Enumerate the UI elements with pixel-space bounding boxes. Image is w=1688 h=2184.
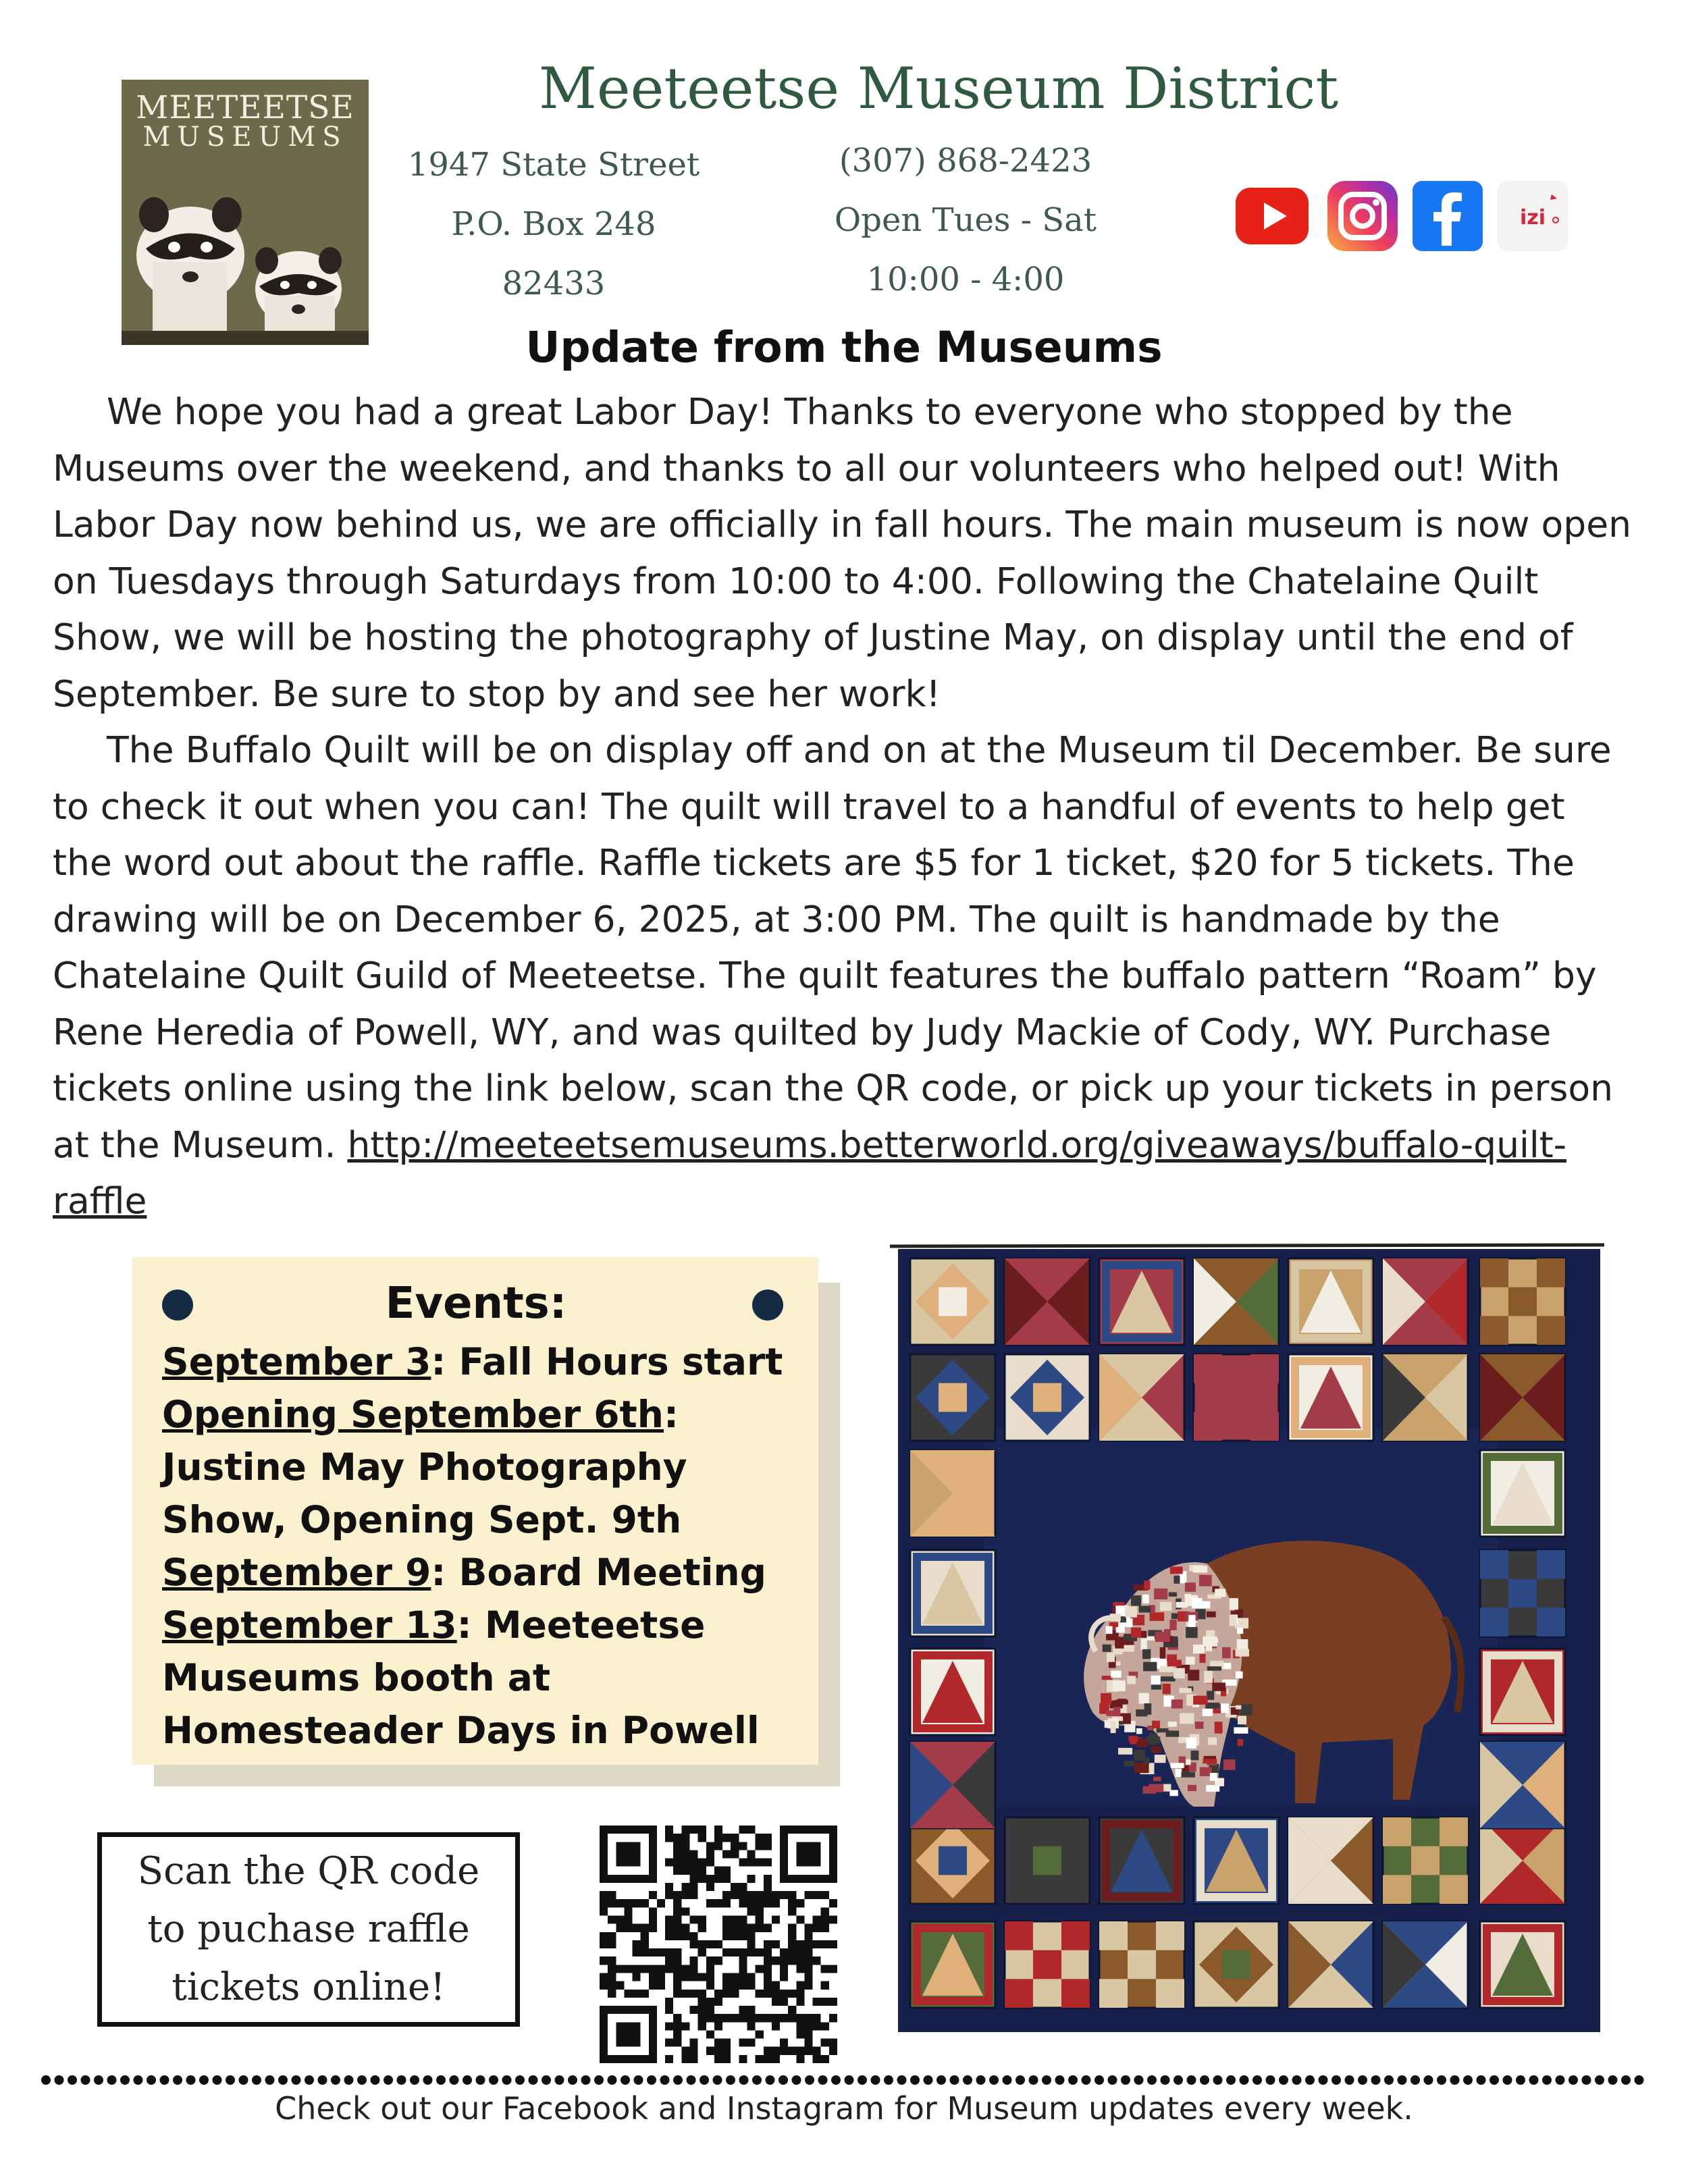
update-paragraph-1: We hope you had a great Labor Day! Thanks to everyone who stopped by the Museums over the weekend, and thanks to all our volunteers who helped out! With Labor Day now behind us, we are officially in fall hours. The main museum is now open on Tuesdays through Saturdays from 10:00 to 4:00. Following the Chatelaine Quilt Show, we will be hosting the photography of Justine May, on display until the end of September. Be sure to stop by and see her work!: [53, 390, 1632, 715]
event-item: [162, 1599, 790, 1757]
event-item: [162, 1546, 790, 1599]
ferret-illustration: [122, 80, 369, 345]
zip-code: 82433: [502, 265, 606, 302]
update-paragraph-2-text: The Buffalo Quilt will be on display off and on at the Museum til December. Be sure to check it out when you can! The quilt will travel to a handful of events to help get the word out about the raffle. Raffle tickets are $5 for 1 ticket, $20 for 5 tickets. The drawing will be on December 6, 2025, at 3:00 PM. The quilt is handmade by the Chatelaine Quilt Guild of Meeteetse. The quilt features the buffalo pattern “Roam” by Rene Heredia of Powell, WY, and was quilted by Judy Mackie of Cody, WY. Purchase tickets online using the link below, scan the QR code, or pick up your tickets in person at the Museum.: [53, 728, 1614, 1166]
event-text: : Meeteetse Museums booth at Homesteader Days in Powell: [162, 1603, 760, 1752]
event-date: September 3: [162, 1340, 431, 1383]
organization-name: Meeteetse Museum District: [538, 55, 1339, 122]
qr-caption-box: [97, 1832, 520, 2027]
update-body: [53, 383, 1635, 1229]
event-date: Opening September 6th: [162, 1393, 664, 1436]
instagram-icon[interactable]: [1327, 181, 1398, 251]
event-date: September 9: [162, 1551, 431, 1594]
event-item: [162, 1388, 790, 1546]
raffle-link[interactable]: http://meeteetsemuseums.betterworld.org/giveaways/buffalo-quilt-raffle: [53, 1123, 1567, 1222]
events-heading: Events:: [385, 1279, 567, 1329]
address-block: [398, 135, 709, 313]
bullet-dot-icon: [752, 1289, 783, 1321]
open-days: Open Tues - Sat: [834, 201, 1097, 239]
event-text: : Justine May Photography Show, Opening Sept. 9th: [162, 1393, 687, 1541]
event-item: [162, 1335, 790, 1388]
logo-line-1: MEETEETSE: [136, 89, 354, 126]
footer-note: Check out our Facebook and Instagram for Museum updates every week.: [275, 2090, 1413, 2127]
update-heading: Update from the Museums: [525, 323, 1163, 372]
museum-logo: [122, 80, 369, 345]
izi-travel-icon[interactable]: [1498, 181, 1568, 251]
event-text: : Board Meeting: [431, 1551, 767, 1594]
youtube-icon[interactable]: [1236, 188, 1309, 244]
dotted-divider: [41, 2071, 1647, 2089]
events-box: [132, 1257, 818, 1765]
event-date: September 13: [162, 1603, 457, 1647]
qr-code[interactable]: [598, 1826, 839, 2063]
phone-number: (307) 868-2423: [839, 142, 1092, 180]
qr-caption-text: Scan the QR code to puchase raffle tickets online!: [137, 1849, 480, 2009]
po-box: P.O. Box 248: [451, 205, 656, 243]
buffalo-quilt-photo: [890, 1240, 1619, 2040]
contact-block: [814, 131, 1117, 309]
open-hours: 10:00 - 4:00: [866, 261, 1065, 298]
event-text: : Fall Hours start: [431, 1340, 783, 1383]
bullet-dot-icon: [162, 1289, 193, 1321]
events-list: [162, 1335, 790, 1757]
logo-line-2: MUSEUMS: [142, 122, 348, 153]
izi-label: izi: [1519, 206, 1546, 230]
facebook-icon[interactable]: [1413, 181, 1483, 251]
street-address: 1947 State Street: [407, 146, 700, 184]
update-paragraph-2: [53, 722, 1635, 1229]
